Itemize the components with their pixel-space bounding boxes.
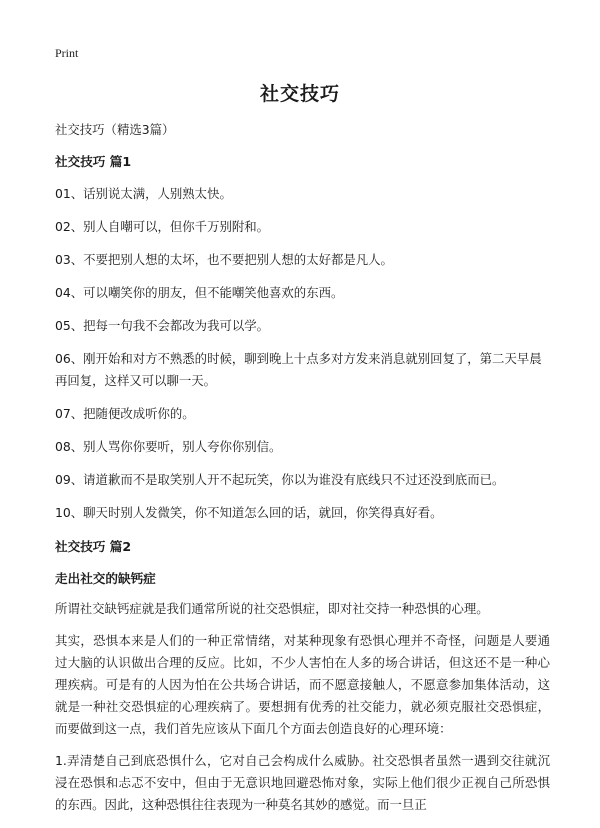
- list-item: 08、别人骂你你要听，别人夸你你别信。: [55, 439, 282, 454]
- list-item: 07、把随便改成听你的。: [55, 406, 195, 421]
- topic-heading: 走出社交的缺钙症: [55, 571, 156, 586]
- paragraph: 所谓社交缺钙症就是我们通常所说的社交恐惧症，即对社交持一种恐惧的心理。: [55, 601, 489, 616]
- section-1-list: [55, 183, 550, 524]
- document-subtitle: 社交技巧（精选3篇）: [55, 122, 175, 137]
- paragraph: 其实，恐惧本来是人们的一种正常情绪，对某种现象有恐惧心理并不奇怪，问题是人要通过大脑的认识做出合理的反应。比如，不少人害怕在人多的场合讲话，但这还不是一种心理疾病。可是有的人因为怕在公共场合讲话，而不愿意接触人，不愿意参加集体活动，这就是一种社交恐惧症的心理疾病了。要想拥有优秀的社交能力，就必须克服社交恐惧症，而要做到这一点，我们首先应该从下面几个方面去创造良好的心理环境：: [55, 633, 550, 736]
- section-heading-2: 社交技巧 篇2: [55, 539, 132, 554]
- section-heading-1: 社交技巧 篇1: [55, 154, 132, 169]
- document-body: [55, 119, 550, 826]
- paragraph: 1.弄清楚自己到底恐惧什么，它对自己会构成什么威胁。社交恐惧者虽然一遇到交往就沉浸在恐惧和忐忑不安中，但由于无意识地回避恐怖对象，实际上他们很少正视自己所恐惧的东西。因此，这种恐惧往往表现为一种莫名其妙的感觉。而一旦正: [55, 753, 550, 812]
- list-item: 05、把每一句我不会都改为我可以学。: [55, 318, 270, 333]
- list-item: 04、可以嘲笑你的朋友，但不能嘲笑他喜欢的东西。: [55, 285, 344, 300]
- list-item: 02、别人自嘲可以，但你千万别附和。: [55, 219, 270, 234]
- list-item: 06、刚开始和对方不熟悉的时候，聊到晚上十点多对方发来消息就别回复了，第二天早晨再回复，这样又可以聊一天。: [55, 351, 542, 388]
- list-item: 01、话别说太满，人别熟太快。: [55, 186, 232, 201]
- document-title: 社交技巧: [259, 83, 340, 105]
- list-item: 03、不要把别人想的太坏，也不要把别人想的太好都是凡人。: [55, 252, 393, 267]
- list-item: 10、聊天时别人发微笑，你不知道怎么回的话，就回，你笑得真好看。: [55, 505, 443, 520]
- print-label: Print: [55, 46, 79, 60]
- list-item: 09、请道歉而不是取笑别人开不起玩笑，你以为谁没有底线只不过还没到底而已。: [55, 472, 505, 487]
